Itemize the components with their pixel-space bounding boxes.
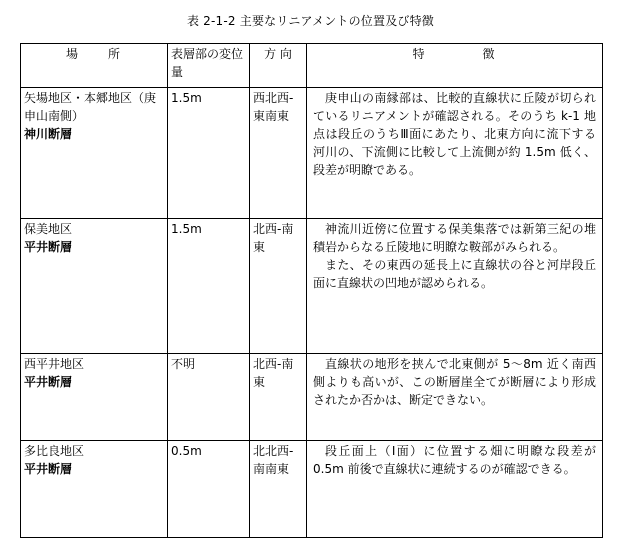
fault-name: 平井断層 [24, 240, 73, 254]
table-row [21, 88, 603, 219]
feature-paragraph: また、その東西の延長上に直線状の谷と河岸段丘面に直線状の凹地が認められる。 [313, 258, 596, 290]
direction-text: 北西-南東 [253, 222, 294, 254]
header-displacement: 表層部の変位量 [168, 44, 250, 88]
feature-cell [307, 441, 603, 538]
header-row [21, 44, 603, 88]
direction-cell [250, 219, 307, 354]
table-caption: 表 2-1-2 主要なリニアメントの位置及び特徴 [186, 14, 435, 28]
header-feature [307, 44, 603, 88]
direction-cell [250, 441, 307, 538]
feature-paragraph: 段丘面上（Ⅰ面）に位置する畑に明瞭な段差が 0.5m 前後で直線状に連続するのが確認できる。 [313, 444, 596, 476]
feature-paragraph: 直線状の地形を挟んで北東側が 5～8m 近く南西側よりも高いが、この断層崖全てが断層により形成されたか否かは、断定できない。 [313, 357, 596, 407]
direction-text: 西北西-東南東 [253, 91, 294, 123]
place-name: 西平井地区 [24, 357, 85, 371]
table-row [21, 441, 603, 538]
header-place [21, 44, 168, 88]
fault-name: 神川断層 [24, 127, 73, 141]
direction-text: 北北西-南南東 [253, 444, 294, 476]
place-cell [21, 441, 168, 538]
table-row [21, 354, 603, 441]
table-row [21, 219, 603, 354]
direction-cell [250, 88, 307, 219]
fault-name: 平井断層 [24, 375, 73, 389]
place-cell [21, 219, 168, 354]
header-direction: 方 向 [250, 44, 307, 88]
lineament-table [20, 43, 603, 538]
feature-cell [307, 354, 603, 441]
place-cell [21, 354, 168, 441]
header-feature-label: 特 徴 [412, 47, 497, 61]
displacement-cell: 1.5m [168, 88, 250, 219]
displacement-cell: 不明 [168, 354, 250, 441]
feature-paragraph: 庚申山の南縁部は、比較的直線状に丘陵が切られているリニアメントが確認される。そのうち k-1 地点は段丘のうちⅢ面にあたり、北東方向に流下する河川の、下流側に比較して上流側が約 1.5m 低く、段差が明瞭である。 [313, 91, 596, 177]
place-name: 保美地区 [24, 222, 73, 236]
place-name: 矢場地区・本郷地区（庚申山南側） [24, 91, 157, 123]
fault-name: 平井断層 [24, 462, 73, 476]
displacement-cell: 1.5m [168, 219, 250, 354]
displacement-cell: 0.5m [168, 441, 250, 538]
header-place-label: 場 所 [65, 47, 122, 61]
feature-paragraph: 神流川近傍に位置する保美集落では新第三紀の堆積岩からなる丘陵地に明瞭な鞍部がみられる。 [313, 222, 596, 254]
direction-text: 北西-南東 [253, 357, 294, 389]
place-cell [21, 88, 168, 219]
feature-cell [307, 88, 603, 219]
feature-cell [307, 219, 603, 354]
direction-cell [250, 354, 307, 441]
place-name: 多比良地区 [24, 444, 85, 458]
